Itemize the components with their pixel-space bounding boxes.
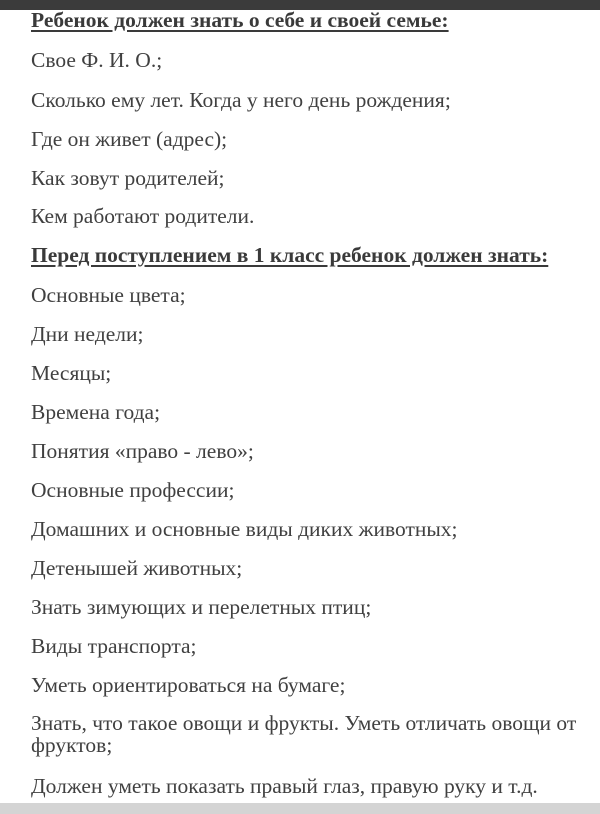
list-item: Времена года; bbox=[31, 400, 161, 424]
list-item: Понятия «право - лево»; bbox=[31, 439, 254, 463]
list-item: Домашних и основные виды диких животных; bbox=[31, 517, 458, 541]
list-item: Свое Ф. И. О.; bbox=[31, 48, 163, 72]
list-item: Уметь ориентироваться на бумаге; bbox=[31, 673, 346, 697]
list-item: Сколько ему лет. Когда у него день рождения; bbox=[31, 88, 451, 112]
section-heading-self-family: Ребенок должен знать о себе и своей семье: bbox=[31, 8, 449, 32]
list-item: Кем работают родители. bbox=[31, 204, 255, 228]
list-item: Дни недели; bbox=[31, 322, 144, 346]
list-item: Виды транспорта; bbox=[31, 634, 197, 658]
list-item: Где он живет (адрес); bbox=[31, 127, 228, 151]
list-item: Основные цвета; bbox=[31, 283, 186, 307]
list-item: Детенышей животных; bbox=[31, 556, 243, 580]
list-item: Знать, что такое овощи и фрукты. Уметь отличать овощи от фруктов; bbox=[31, 711, 577, 757]
list-item: Знать зимующих и перелетных птиц; bbox=[31, 595, 372, 619]
list-item: Основные профессии; bbox=[31, 478, 235, 502]
list-item: Месяцы; bbox=[31, 361, 112, 385]
list-item: Должен уметь показать правый глаз, правую руку и т.д. bbox=[31, 774, 538, 798]
section-heading-first-grade: Перед поступлением в 1 класс ребенок должен знать: bbox=[31, 243, 549, 267]
bottom-bar bbox=[0, 803, 600, 814]
list-item: Как зовут родителей; bbox=[31, 166, 225, 190]
